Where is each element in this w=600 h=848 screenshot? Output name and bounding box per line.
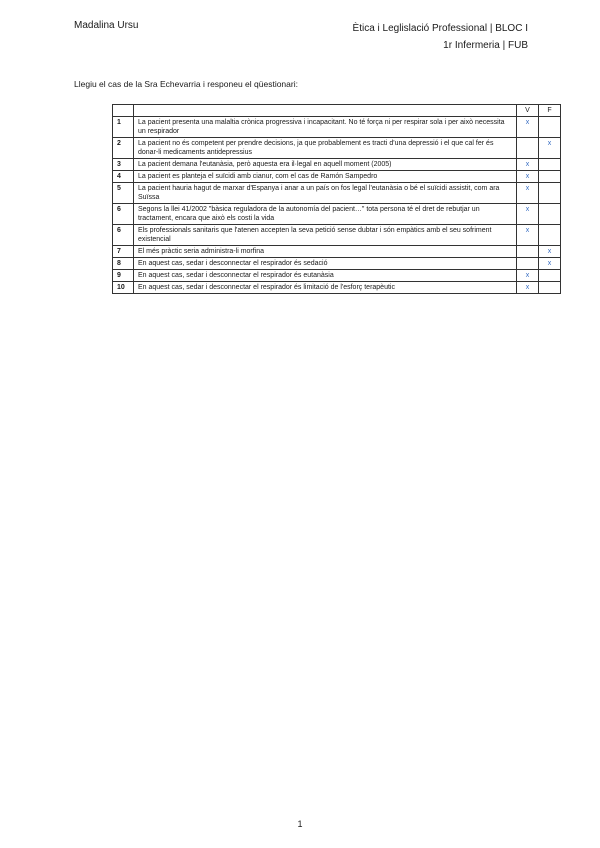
row-true-mark: x: [517, 183, 539, 204]
row-false-mark: x: [539, 258, 561, 270]
table-row: [113, 159, 561, 171]
row-statement: La pacient presenta una malaltia crònica progressiva i incapacitant. No té força ni per respirar sola i per això necessita un respirador: [134, 117, 517, 138]
row-false-mark: [539, 117, 561, 138]
row-false-mark: [539, 225, 561, 246]
table-row: [113, 270, 561, 282]
row-statement: En aquest cas, sedar i desconnectar el respirador és limitació de l'esforç terapèutic: [134, 282, 517, 294]
row-number: 1: [113, 117, 134, 138]
row-false-mark: x: [539, 246, 561, 258]
row-statement: La pacient es planteja el suïcidi amb cianur, com el cas de Ramón Sampedro: [134, 171, 517, 183]
row-true-mark: x: [517, 282, 539, 294]
table-row: [113, 282, 561, 294]
row-true-mark: x: [517, 159, 539, 171]
table-row: [113, 258, 561, 270]
questionnaire-body: [113, 117, 561, 294]
table-row: [113, 117, 561, 138]
row-true-mark: x: [517, 117, 539, 138]
row-statement: La pacient hauria hagut de marxar d'Espanya i anar a un país on fos legal l'eutanàsia o bé el suïcidi assistit, com ara Suïssa: [134, 183, 517, 204]
header-f-cell: F: [539, 105, 561, 117]
row-statement: Els professionals sanitaris que l'atenen accepten la seva petició sense dubtar i són empàtics amb el seu sofriment existencial: [134, 225, 517, 246]
row-true-mark: x: [517, 225, 539, 246]
header-v-cell: V: [517, 105, 539, 117]
row-statement: En aquest cas, sedar i desconnectar el respirador és eutanàsia: [134, 270, 517, 282]
row-statement: La pacient demana l'eutanàsia, però aquesta era il·legal en aquell moment (2005): [134, 159, 517, 171]
row-true-mark: [517, 138, 539, 159]
table-row: [113, 225, 561, 246]
table-row: [113, 246, 561, 258]
row-number: 10: [113, 282, 134, 294]
row-false-mark: [539, 204, 561, 225]
row-number: 2: [113, 138, 134, 159]
row-false-mark: x: [539, 138, 561, 159]
row-false-mark: [539, 282, 561, 294]
table-header-row: [113, 105, 561, 117]
intro-text: Llegiu el cas de la Sra Echevarria i responeu el qüestionari:: [74, 79, 298, 89]
header-course-line2: 1r Infermeria | FUB: [443, 40, 528, 51]
row-number: 6: [113, 225, 134, 246]
row-false-mark: [539, 171, 561, 183]
table-row: [113, 204, 561, 225]
row-true-mark: [517, 258, 539, 270]
row-false-mark: [539, 159, 561, 171]
header-course-line1: Ètica i Leglislació Professional | BLOC I: [352, 23, 528, 34]
page-number: 1: [297, 819, 303, 829]
table-row: [113, 138, 561, 159]
row-statement: En aquest cas, sedar i desconnectar el respirador és sedació: [134, 258, 517, 270]
row-true-mark: x: [517, 204, 539, 225]
row-false-mark: [539, 183, 561, 204]
row-number: 9: [113, 270, 134, 282]
row-number: 7: [113, 246, 134, 258]
row-number: 5: [113, 183, 134, 204]
row-number: 3: [113, 159, 134, 171]
row-number: 6: [113, 204, 134, 225]
row-true-mark: x: [517, 171, 539, 183]
table-row: [113, 183, 561, 204]
row-statement: El més pràctic seria administra-li morfina: [134, 246, 517, 258]
row-true-mark: x: [517, 270, 539, 282]
header-course-info: [353, 20, 528, 54]
header-author: Madalina Ursu: [74, 20, 139, 31]
row-false-mark: [539, 270, 561, 282]
row-number: 8: [113, 258, 134, 270]
header-statement-cell: [134, 105, 517, 117]
row-statement: Segons la llei 41/2002 "bàsica reguladora de la autonomía del pacient…" tota persona té el dret de rebutjar un tractament, encara que això els costi la vida: [134, 204, 517, 225]
questionnaire-table: [112, 104, 561, 294]
header-num-cell: [113, 105, 134, 117]
row-number: 4: [113, 171, 134, 183]
row-statement: La pacient no és competent per prendre decisions, ja que probablement es tracti d'una depressió i el que cal fer és donar-li medicaments antidepressius: [134, 138, 517, 159]
table-row: [113, 171, 561, 183]
row-true-mark: [517, 246, 539, 258]
